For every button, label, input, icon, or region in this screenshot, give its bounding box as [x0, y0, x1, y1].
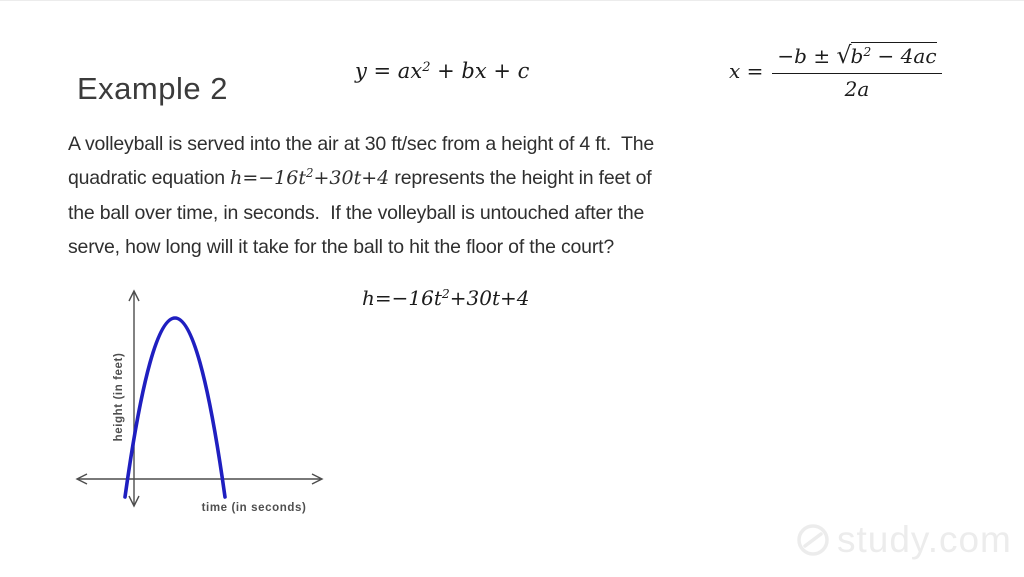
y-axis-label: height (in feet)	[113, 352, 125, 442]
line2-prefix: quadratic equation	[68, 166, 231, 189]
inline-height-equation	[230, 167, 389, 189]
problem-line-2	[68, 162, 654, 198]
std-form-exponent: 2	[422, 59, 431, 75]
page-title: Example 2	[77, 71, 228, 106]
x-axis-label: time (in seconds)	[201, 502, 307, 514]
problem-line-1: A volleyball is served into the air at 30 ft/sec from a height of 4 ft. The	[68, 133, 655, 155]
sqrt-radical-icon: √	[836, 41, 852, 69]
radicand-tail: − 4ac	[871, 44, 937, 68]
radicand-base: b	[850, 44, 864, 68]
parabola-graph	[70, 285, 330, 521]
problem-line-3: the ball over time, in seconds. If the volleyball is untouched after the	[68, 202, 645, 224]
quad-formula-fraction	[772, 41, 941, 101]
num-pre: −b ±	[777, 44, 837, 68]
line2-suffix: represents the height in feet of	[389, 166, 652, 189]
problem-text	[68, 128, 654, 264]
watermark-text: study.com	[837, 519, 1012, 560]
height-equation	[362, 286, 530, 310]
height-eq-post: +30t+4	[449, 286, 530, 310]
std-form-pre: y = ax	[355, 59, 423, 83]
height-eq-exponent: 2	[441, 286, 450, 302]
studycom-watermark	[795, 519, 1012, 561]
quad-formula-lhs: x =	[729, 59, 764, 83]
standard-form-equation	[355, 59, 529, 83]
radicand	[851, 42, 937, 68]
height-eq-pre: h=−16t	[362, 286, 442, 310]
inline-eq-exponent: 2	[305, 166, 314, 181]
problem-line-4: serve, how long will it take for the ball to hit the floor of the court?	[68, 235, 614, 258]
radicand-exponent: 2	[863, 44, 872, 60]
quadratic-formula	[729, 41, 942, 101]
inline-eq-pre: h=−16t	[230, 166, 306, 189]
quad-formula-denominator: 2a	[844, 77, 870, 101]
inline-eq-post: +30t+4	[313, 166, 390, 189]
quad-formula-numerator	[772, 41, 941, 74]
std-form-post: + bx + c	[430, 59, 530, 83]
parabola-curve	[125, 318, 225, 497]
studycom-logo-icon	[795, 522, 831, 558]
